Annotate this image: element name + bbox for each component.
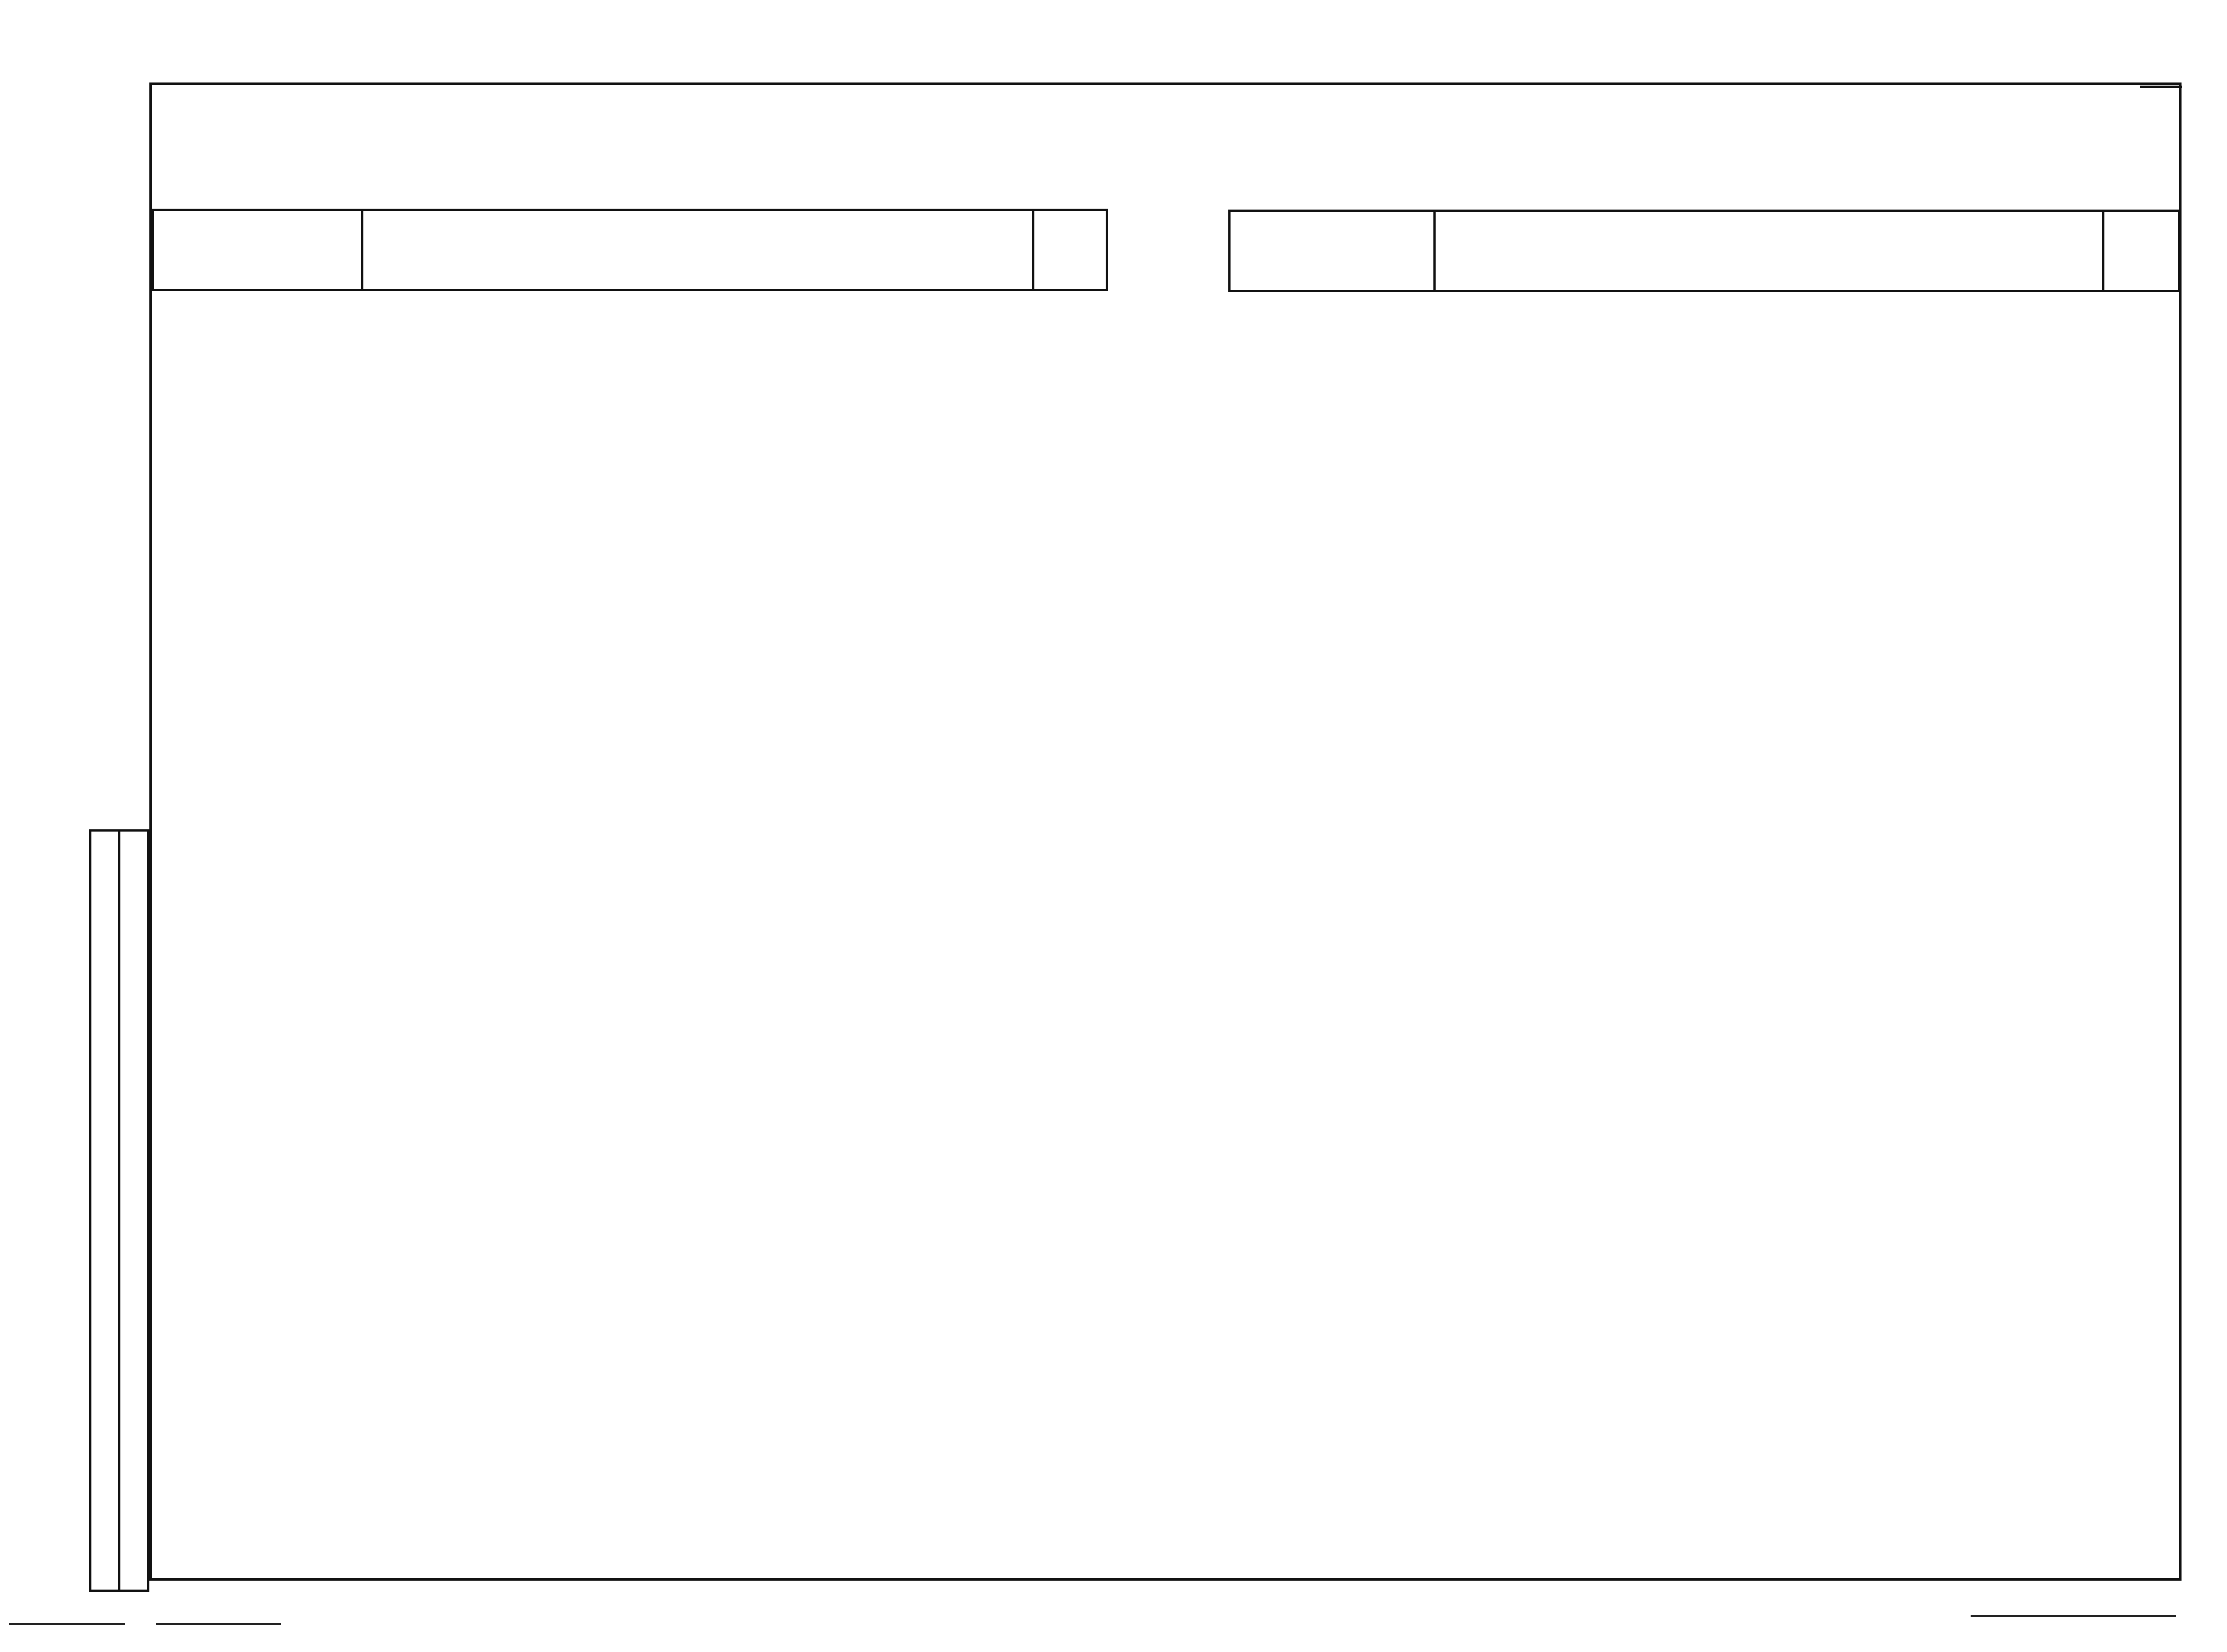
column-header-name <box>1435 211 2104 291</box>
scan-edge-line <box>1971 1615 2176 1617</box>
left-spec-table <box>152 209 1108 291</box>
column-header-page <box>2104 211 2179 291</box>
stamp-label-column <box>118 829 149 1592</box>
right-spec-table <box>1228 210 2180 292</box>
column-header-name <box>362 210 1033 290</box>
side-stamp <box>89 829 152 1592</box>
stamp-blank-column <box>89 829 120 1592</box>
left-table-header-row <box>153 210 1107 290</box>
scan-edge-line <box>156 1623 281 1625</box>
column-header-code <box>1230 211 1435 291</box>
scan-edge-line <box>9 1623 125 1625</box>
right-table-header-row <box>1230 211 2179 291</box>
column-header-page <box>1033 210 1107 290</box>
drawing-sheet-frame <box>149 82 2182 1581</box>
column-header-code <box>153 210 362 290</box>
